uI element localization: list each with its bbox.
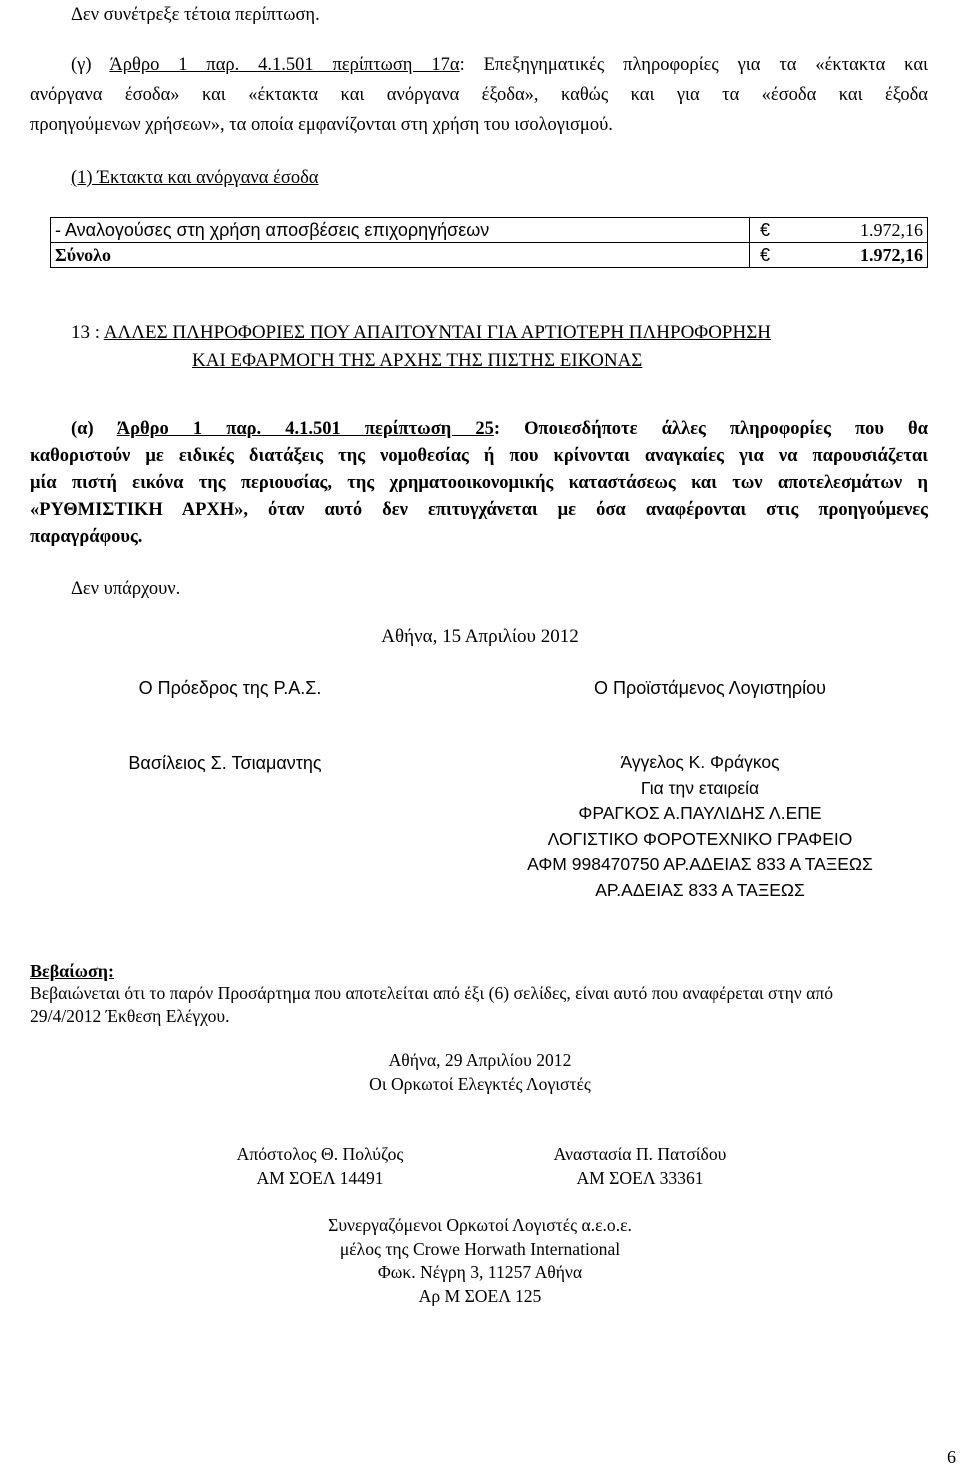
total-label: Σύνολο [51, 243, 750, 268]
currency-euro: € [750, 243, 781, 268]
certification-line-1: Βεβαιώνεται ότι το παρόν Προσάρτημα που αποτελείται από έξι (6) σελίδες, είναι αυτό που αναφέρεται στην από [30, 983, 834, 1003]
para-g-line-1 [71, 52, 928, 78]
para-g-prefix: (γ) [71, 55, 110, 75]
auditors-place-date: Αθήνα, 29 Απριλίου 2012 [388, 1050, 572, 1070]
para-g-line-3: προηγούμενων χρήσεων», τα οποία εμφανίζονται στη χρήση του ισολογισμού. [30, 115, 613, 135]
para-a-line-5: παραγράφους. [30, 527, 143, 547]
firm-caption: Για την εταιρεία [640, 777, 760, 798]
audit-firm-membership: μέλος της Crowe Horwath International [339, 1238, 621, 1259]
para-a-line-1 [71, 416, 928, 442]
para-a-line-4: «ΡΥΘΜΙΣΤΙΚΗ ΑΡΧΗ», όταν αυτό δεν επιτυγχάνεται με όσα αναφέρονται στις προηγούμενες [30, 500, 928, 520]
table-row [51, 218, 928, 243]
section-13-title-1: ΑΛΛΕΣ ΠΛΗΡΟΦΟΡΙΕΣ ΠΟΥ ΑΠΑΙΤΟΥΝΤΑΙ ΓΙΑ ΑΡΤΙΟΤΕΡΗ ΠΛΗΡΟΦΟΡΗΣΗ [103, 322, 771, 343]
firm-tax-id: ΑΦΜ 998470750 ΑΡ.ΑΔΕΙΑΣ 833 Α ΤΑΞΕΩΣ [527, 854, 873, 874]
para-a-line-1-rest: : Οποιεσδήποτε άλλες πληροφορίες που θα [493, 419, 928, 439]
section-13-heading-line-2: ΚΑΙ ΕΦΑΡΜΟΓΗ ΤΗΣ ΑΡΧΗΣ ΤΗΣ ΠΙΣΤΗΣ ΕΙΚΟΝΑΣ [192, 350, 643, 371]
auditor-right-name: Αναστασία Π. Πατσίδου [553, 1144, 727, 1164]
para-a-prefix: (α) [71, 419, 117, 439]
auditor-left-reg: ΑΜ ΣΟΕΛ 14491 [256, 1168, 384, 1188]
auditor-right-reg: ΑΜ ΣΟΕΛ 33361 [576, 1168, 704, 1188]
chief-accountant-name: Άγγελος Κ. Φράγκος [620, 752, 780, 772]
no-items-text: Δεν υπάρχουν. [71, 579, 181, 599]
income-row-value: 1.972,16 [780, 218, 928, 243]
income-table [50, 217, 928, 268]
section-13-heading-line-1 [71, 320, 771, 346]
chief-accountant-title: Ο Προϊστάμενος Λογιστηρίου [593, 678, 827, 698]
subheading-extraordinary-income: (1) Έκτακτα και ανόργανα έσοδα [71, 168, 319, 188]
firm-license: ΑΡ.ΑΔΕΙΑΣ 833 Α ΤΑΞΕΩΣ [595, 879, 805, 900]
page-number: 6 [947, 1447, 956, 1467]
chief-accountant-block [470, 750, 930, 903]
table-row-total [51, 243, 928, 268]
firm-name: ΦΡΑΓΚΟΣ Α.ΠΑΥΛΙΔΗΣ Λ.ΕΠΕ [578, 803, 822, 823]
auditors-title: Οι Ορκωτοί Ελεγκτές Λογιστές [369, 1074, 591, 1094]
para-a-line-3: μία πιστή εικόνα της περιουσίας, της χρηματοοικονομικής καταστάσεως και των αποτελεσμάτων η [30, 473, 928, 493]
audit-firm-address: Φωκ. Νέγρη 3, 11257 Αθήνα [377, 1262, 583, 1282]
audit-firm-name: Συνεργαζόμενοι Ορκωτοί Λογιστές α.ε.ο.ε. [328, 1215, 632, 1235]
para-g-line-1-rest: : Επεξηγηματικές πληροφορίες για τα «έκτακτα και [459, 55, 929, 75]
income-row-label: - Αναλογούσες στη χρήση αποσβέσεις επιχορηγήσεων [51, 218, 750, 243]
intro-line: Δεν συνέτρεξε τέτοια περίπτωση. [71, 5, 320, 25]
total-value: 1.972,16 [780, 243, 928, 268]
para-g-line-2: ανόργανα έσοδα» και «έκτακτα και ανόργανα έξοδα», καθώς και για τα «έσοδα και έξοδα [30, 85, 928, 105]
section-13-number: 13 : [71, 322, 104, 343]
place-date: Αθήνα, 15 Απριλίου 2012 [381, 626, 579, 647]
firm-type: ΛΟΓΙΣΤΙΚΟ ΦΟΡΟΤΕΧΝΙΚΟ ΓΡΑΦΕΙΟ [547, 828, 853, 849]
certification-heading: Βεβαίωση: [30, 961, 114, 981]
auditor-left-name: Απόστολος Θ. Πολύζος [236, 1144, 404, 1164]
certification-line-2: 29/4/2012 Έκθεση Ελέγχου. [30, 1006, 230, 1026]
para-a-article-ref: Άρθρο 1 παρ. 4.1.501 περίπτωση 25 [116, 419, 494, 439]
chairman-name: Βασίλειος Σ. Τσιαμαντης [128, 753, 322, 773]
para-g-article-ref: Άρθρο 1 παρ. 4.1.501 περίπτωση 17α [109, 55, 460, 75]
para-a-line-2: καθοριστούν με ειδικές διατάξεις της νομοθεσίας ή που κρίνονται αναγκαίες για να παρουσιάζεται [30, 446, 928, 466]
chairman-title: Ο Πρόεδρος της Ρ.Α.Σ. [138, 678, 322, 698]
currency-euro: € [750, 218, 781, 243]
audit-firm-reg: Αρ Μ ΣΟΕΛ 125 [418, 1285, 542, 1306]
audit-firm-block [0, 1214, 960, 1308]
